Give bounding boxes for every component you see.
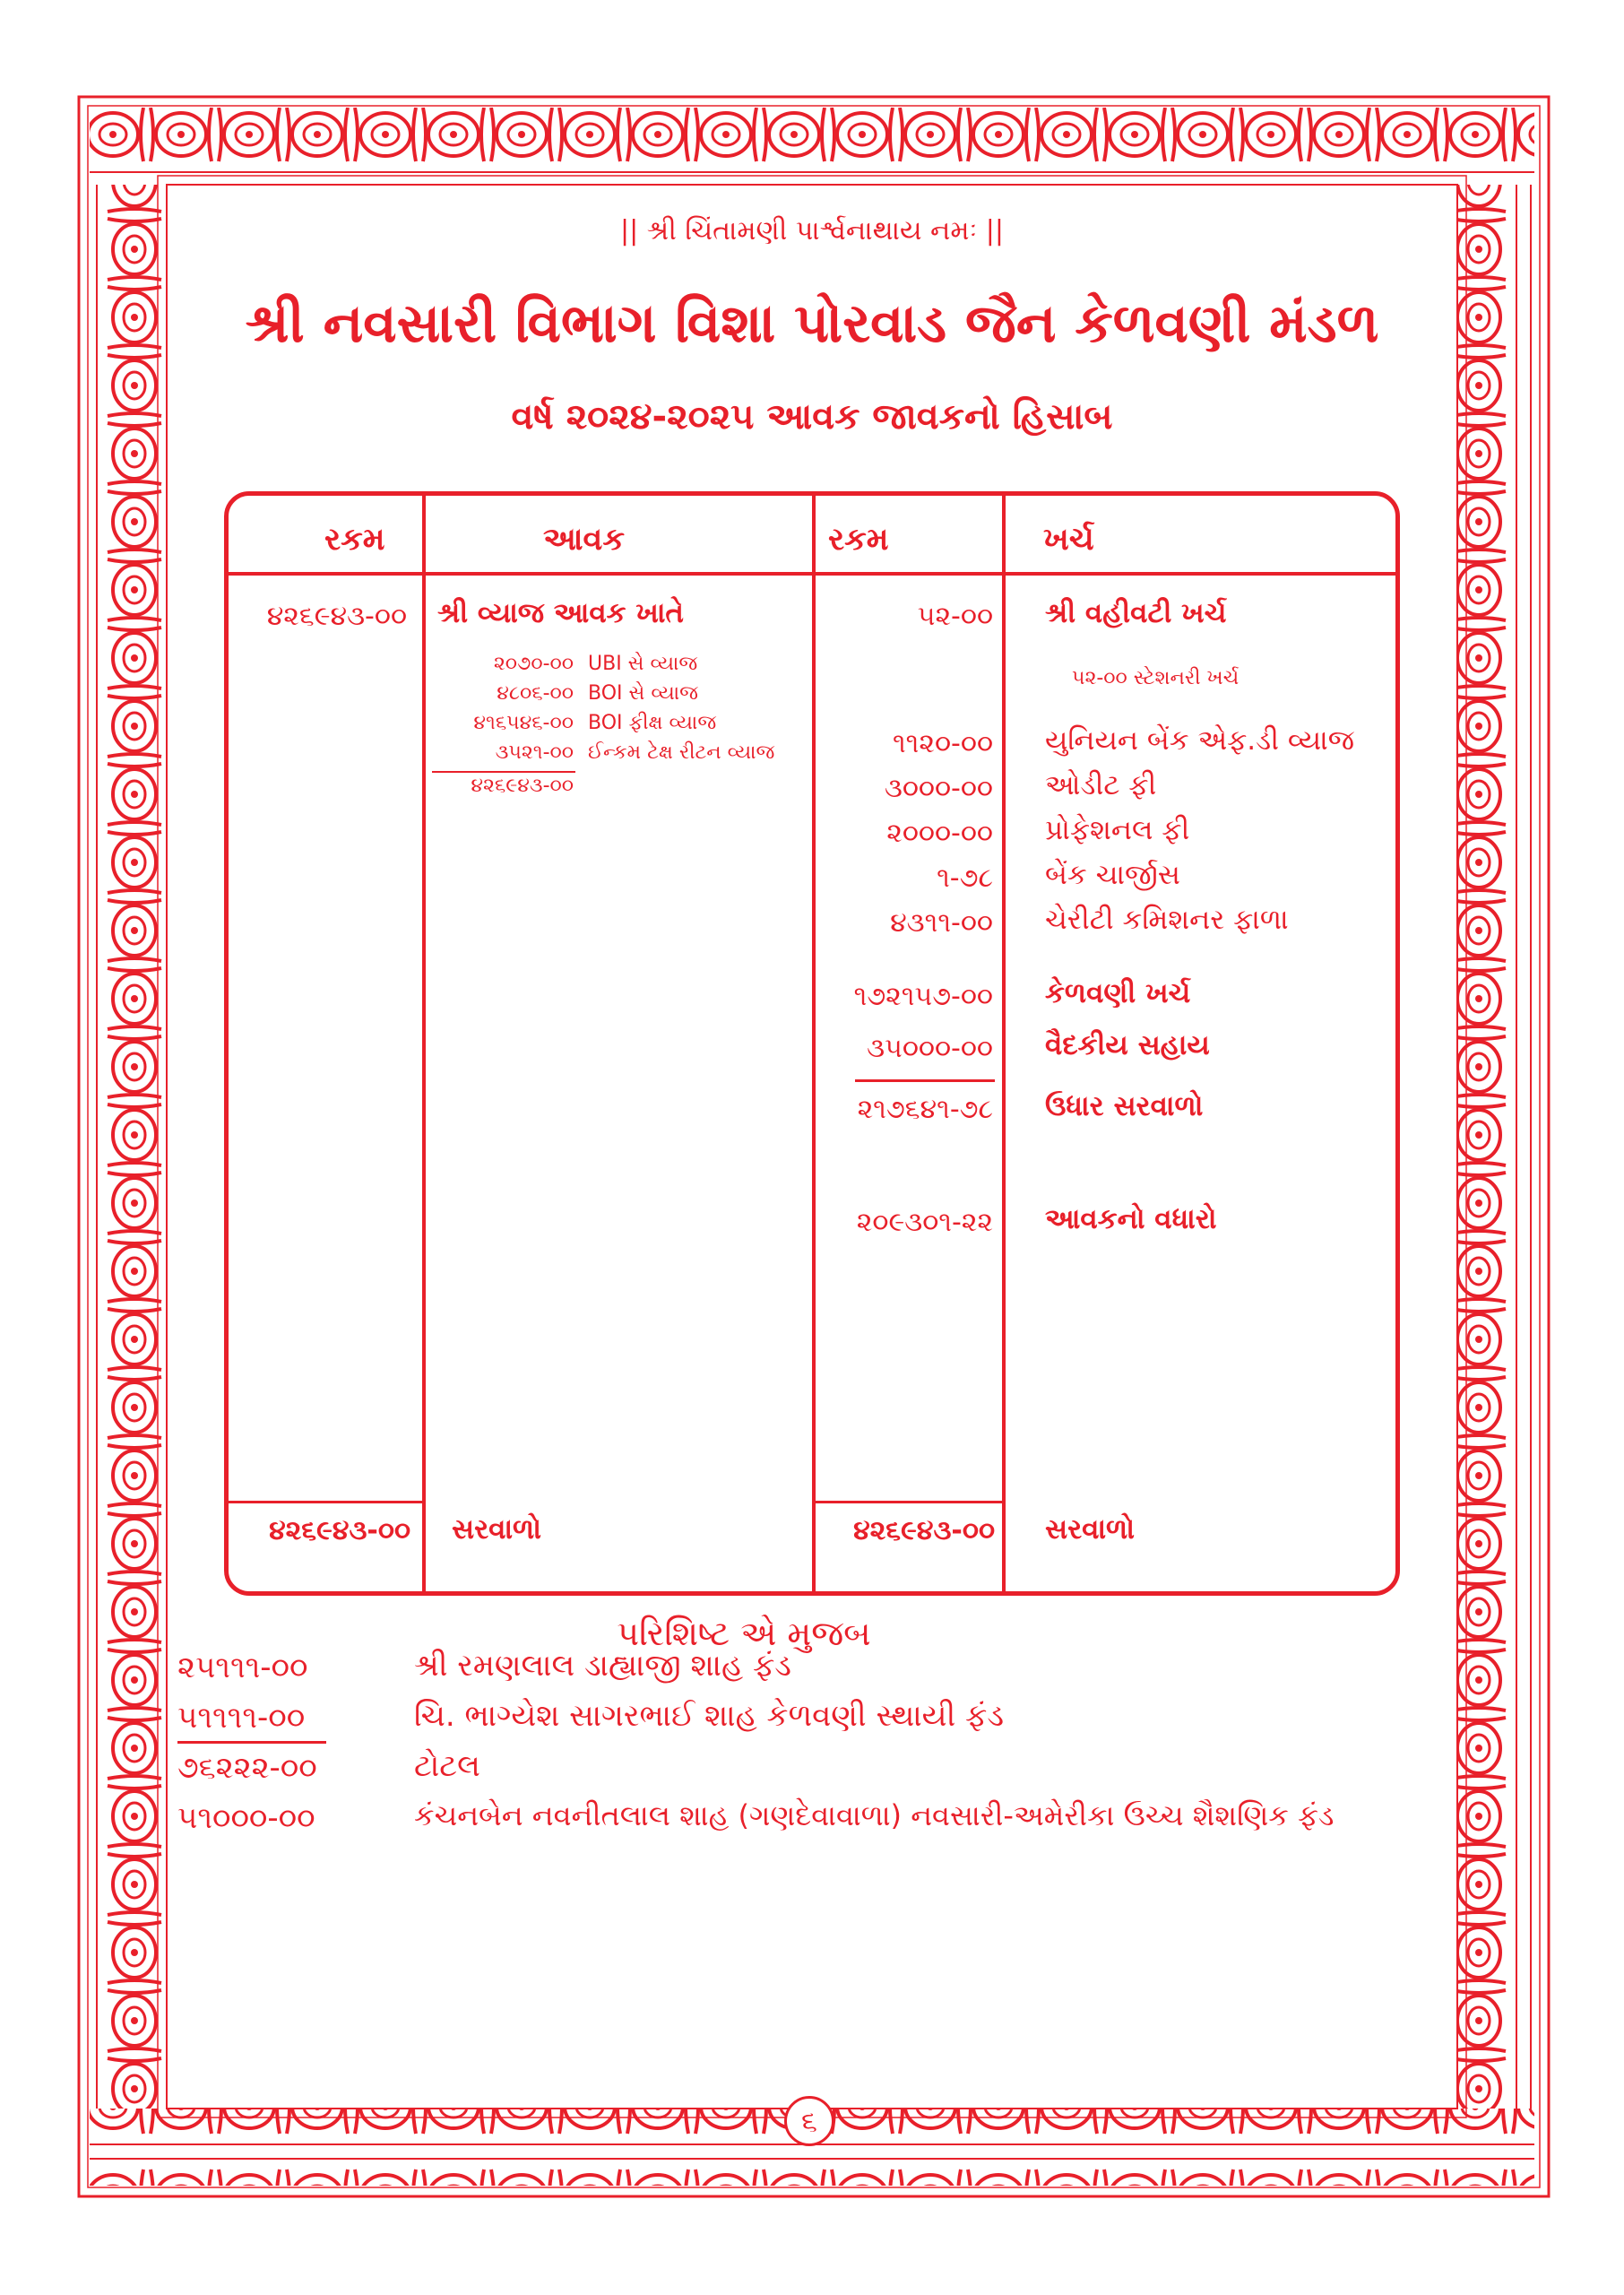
appendix-amount: ૫૧૧૧૧-૦૦ [177,1700,306,1736]
page-title: શ્રી નવસારી વિભાગ વિશા પોરવાડ જૈન કેળવણી મંડળ [245,292,1379,355]
total-rule-right [812,1501,1006,1503]
column-divider-2 [812,494,816,1593]
appendix-amount: ૫૧૦૦૦-૦૦ [177,1800,315,1836]
expense-education-label: કેળવણી ખર્ચ [1045,977,1191,1009]
income-item-label: BOI ફીક્ષ વ્યાજ [588,712,717,734]
total-rule-left [224,1501,425,1503]
expense-surplus-label: આવકનો વધારો [1045,1203,1217,1235]
page-number: ૬ [784,2096,834,2146]
header-amount-left: રકમ [324,522,385,558]
appendix-amount: ૭૬૨૨૨-૦૦ [177,1750,317,1786]
expense-stationery: ૫૨-૦૦ સ્ટેશનરી ખર્ચ [1072,667,1240,689]
appendix-label: શ્રી રમણલાલ ડાહ્યાજી શાહ ફંડ [414,1648,791,1684]
income-item-label: UBI સે વ્યાજ [588,653,698,675]
total-right-label: સરવાળો [1045,1513,1135,1546]
expense-debit-total-label: ઉધાર સરવાળો [1045,1090,1204,1122]
expense-item-label: ઓડીટ ફી [1045,769,1157,801]
expense-education-amount: ૧૭૨૧૫૭-૦૦ [853,981,993,1012]
expense-item-amount: ૪૩૧૧-૦૦ [890,907,993,939]
income-main-amount: ૪૨૬૯૪૩-૦૦ [266,601,407,632]
expense-medical-amount: ૩૫૦૦૦-૦૦ [867,1033,993,1064]
income-item-amount: ૨૦૭૦-૦૦ [493,653,574,675]
page-subtitle: વર્ષ ૨૦૨૪-૨૦૨૫ આવક જાવકનો હિસાબ [511,396,1113,437]
income-item-label: ઈન્કમ ટેક્ષ રીટન વ્યાજ [588,741,775,764]
expense-debit-total-amount: ૨૧૭૬૪૧-૭૮ [857,1094,993,1125]
expense-item-label: બેંક ચાર્જીસ [1045,859,1180,891]
debit-total-rule [855,1079,995,1082]
column-divider-1 [422,494,426,1593]
income-item-amount: ૩૫૨૧-૦૦ [495,741,574,764]
expense-item-amount: ૧૧૨૦-૦૦ [892,728,993,759]
appendix-title: પરિશિષ્ટ એ મુજબ [617,1614,871,1653]
expense-medical-label: વૈદકીય સહાય [1045,1029,1210,1061]
income-item-label: BOI સે વ્યાજ [588,682,698,705]
invocation-text: || શ્રી ચિંતામણી પાર્શ્વનાથાય નમઃ || [620,215,1004,247]
income-item-amount: ૪૧૬૫૪૬-૦૦ [473,712,574,734]
appendix-label: કંચનબેન નવનીતલાલ શાહ (ગણદેવાવાળા) નવસારી-અમેરીકા ઉચ્ચ શૈશણિક ફંડ [414,1798,1335,1832]
appendix-amount: ૨૫૧૧૧-૦૦ [177,1650,308,1685]
column-divider-3 [1002,494,1006,1593]
income-subtotal: ૪૨૬૯૪૩-૦૦ [471,775,574,797]
total-left-label: સરવાળો [452,1513,541,1546]
expense-admin-label: શ્રી વહીવટી ખર્ચ [1045,597,1227,629]
header-income: આવક [543,522,626,558]
expense-admin-amount: ૫૨-૦૦ [917,601,993,632]
appendix-total-rule [177,1741,326,1744]
income-main-label: શ્રી વ્યાજ આવક ખાતે [437,597,684,629]
expense-item-label: પ્રોફેશનલ ફી [1045,814,1190,846]
header-expense: ખર્ચ [1043,522,1094,558]
appendix-label: ચિ. ભાગ્યેશ સાગરભાઈ શાહ કેળવણી સ્થાયી ફંડ [414,1698,1005,1734]
expense-item-label: ચેરીટી કમિશનર ફાળા [1045,904,1289,936]
income-subtotal-rule [432,771,575,773]
total-left-amount: ૪૨૬૯૪૩-૦૦ [269,1515,410,1546]
total-right-amount: ૪૨૬૯૪૩-૦૦ [853,1515,995,1546]
expense-item-amount: ૧-૭૮ [937,862,993,894]
income-item-amount: ૪૮૦૬-૦૦ [497,682,574,705]
header-amount-right: રકમ [828,522,889,558]
expense-item-amount: ૩૦૦૦-૦૦ [884,773,993,804]
expense-item-amount: ૨૦૦૦-૦૦ [886,818,993,849]
appendix-label: ટોટલ [414,1748,480,1784]
expense-surplus-amount: ૨૦૯૩૦૧-૨૨ [856,1207,993,1238]
expense-item-label: યુનિયન બેંક એફ.ડી વ્યાજ [1045,724,1355,757]
